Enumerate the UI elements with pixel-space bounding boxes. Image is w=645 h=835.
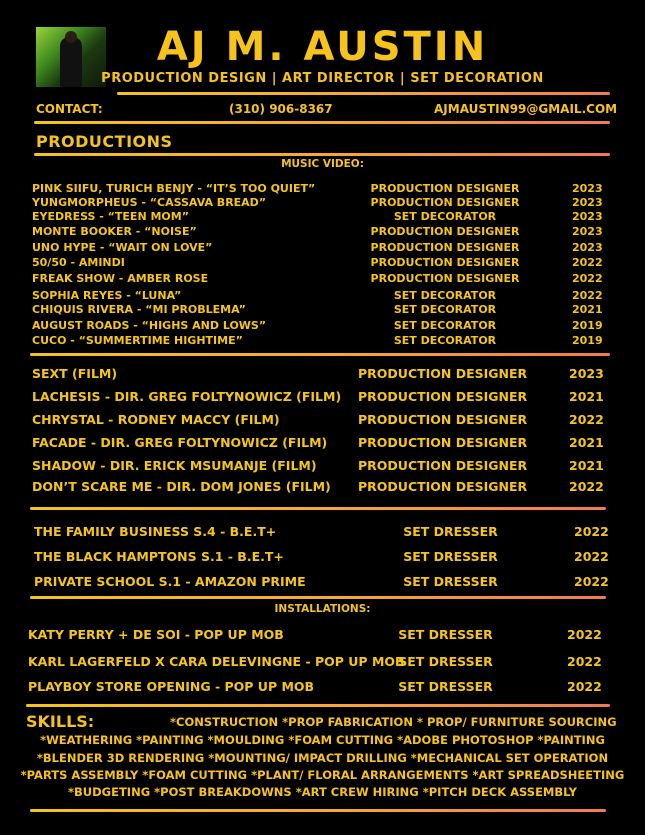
contact-divider — [34, 121, 610, 124]
credit-title: KARL LAGERFELD X CARA DELEVINGNE - POP UP MOB — [28, 654, 405, 669]
credit-year: 2022 — [567, 654, 602, 669]
credit-role: PRODUCTION DESIGNER — [370, 272, 520, 285]
credit-role: PRODUCTION DESIGNER — [358, 389, 528, 404]
film-row — [0, 479, 645, 493]
skills-line: *BUDGETING *POST BREAKDOWNS *ART CREW HIRING *PITCH DECK ASSEMBLY — [67, 785, 577, 799]
skills-line: *CONSTRUCTION *PROP FABRICATION * PROP/ FURNITURE SOURCING — [170, 715, 617, 729]
credit-title: UNO HYPE - “WAIT ON LOVE” — [32, 241, 213, 254]
credit-role: SET DRESSER — [403, 524, 498, 539]
tv-divider — [30, 596, 606, 599]
credit-role: SET DECORATOR — [393, 334, 497, 347]
skills-line: *PARTS ASSEMBLY *FOAM CUTTING *PLANT/ FLORAL ARRANGEMENTS *ART SPREADSHEETING — [20, 768, 625, 782]
music-video-row — [0, 319, 645, 333]
credit-year: 2019 — [572, 334, 603, 347]
credit-title: AUGUST ROADS - “HIGHS AND LOWS” — [32, 319, 267, 332]
contact-phone: (310) 906-8367 — [229, 102, 333, 116]
credit-year: 2019 — [572, 319, 603, 332]
credit-title: MONTE BOOKER - “NOISE” — [32, 225, 197, 238]
tv-row — [0, 574, 645, 588]
credit-role: SET DECORATOR — [393, 303, 497, 316]
installation-row — [0, 654, 645, 668]
credit-title: KATY PERRY + DE SOI - POP UP MOB — [28, 627, 284, 642]
music-video-row — [0, 241, 645, 255]
credit-title: CUCO - “SUMMERTIME HIGHTIME” — [32, 334, 243, 347]
credit-year: 2021 — [569, 458, 604, 473]
credit-year: 2021 — [569, 389, 604, 404]
music-video-divider — [30, 353, 610, 356]
credit-year: 2022 — [569, 412, 604, 427]
credit-role: PRODUCTION DESIGNER — [370, 256, 520, 269]
credit-year: 2023 — [572, 196, 603, 209]
music-video-heading: MUSIC VIDEO: — [281, 158, 364, 170]
contact-email: AJMAUSTIN99@GMAIL.COM — [434, 102, 618, 116]
music-video-row — [0, 289, 645, 303]
credit-role: SET DRESSER — [398, 627, 493, 642]
credit-role: SET DECORATOR — [393, 210, 497, 223]
contact-label: CONTACT: — [36, 102, 103, 116]
credit-title: FREAK SHOW - AMBER ROSE — [32, 272, 209, 285]
credit-role: SET DRESSER — [398, 679, 493, 694]
credit-year: 2022 — [567, 679, 602, 694]
credit-title: SOPHIA REYES - “LUNA” — [32, 289, 182, 302]
film-row — [0, 389, 645, 403]
credit-title: LACHESIS - DIR. GREG FOLTYNOWICZ (FILM) — [32, 389, 342, 404]
credit-year: 2022 — [572, 272, 603, 285]
music-video-row — [0, 303, 645, 317]
credit-year: 2023 — [572, 210, 603, 223]
credit-role: PRODUCTION DESIGNER — [370, 241, 520, 254]
music-video-row — [0, 225, 645, 239]
credit-year: 2021 — [572, 303, 603, 316]
music-video-row — [0, 182, 645, 196]
credit-role: SET DRESSER — [403, 574, 498, 589]
credit-role: PRODUCTION DESIGNER — [358, 479, 528, 494]
credit-title: THE FAMILY BUSINESS S.4 - B.E.T+ — [34, 524, 277, 539]
credit-year: 2022 — [574, 574, 609, 589]
productions-heading: PRODUCTIONS — [36, 132, 173, 151]
credit-role: PRODUCTION DESIGNER — [358, 412, 528, 427]
credit-role: PRODUCTION DESIGNER — [370, 225, 520, 238]
film-row — [0, 412, 645, 426]
credit-year: 2023 — [572, 182, 603, 195]
credit-title: SHADOW - DIR. ERICK MSUMANJE (FILM) — [32, 458, 317, 473]
credit-year: 2023 — [569, 366, 604, 381]
credit-title: FACADE - DIR. GREG FOLTYNOWICZ (FILM) — [32, 435, 328, 450]
credit-role: PRODUCTION DESIGNER — [358, 435, 528, 450]
tv-row — [0, 549, 645, 563]
music-video-row — [0, 334, 645, 348]
credit-role: PRODUCTION DESIGNER — [358, 458, 528, 473]
credit-title: YUNGMORPHEUS - “CASSAVA BREAD” — [32, 196, 267, 209]
productions-divider — [34, 153, 610, 156]
skills-heading: SKILLS: — [26, 712, 95, 731]
credit-title: CHIQUIS RIVERA - “MI PROBLEMA” — [32, 303, 246, 316]
music-video-row — [0, 272, 645, 286]
installations-divider — [26, 704, 610, 707]
film-row — [0, 366, 645, 380]
credit-year: 2023 — [572, 241, 603, 254]
music-video-row — [0, 210, 645, 224]
credit-title: PINK SIIFU, TURICH BENJY - “IT’S TOO QUIET” — [32, 182, 316, 195]
music-video-row — [0, 256, 645, 270]
credit-year: 2022 — [569, 479, 604, 494]
film-divider — [30, 507, 606, 510]
credit-role: SET DRESSER — [398, 654, 493, 669]
credit-year: 2022 — [567, 627, 602, 642]
credit-title: DON’T SCARE ME - DIR. DOM JONES (FILM) — [32, 479, 331, 494]
credit-title: 50/50 - AMINDI — [32, 256, 125, 269]
credit-title: EYEDRESS - “TEEN MOM” — [32, 210, 189, 223]
credit-year: 2022 — [574, 549, 609, 564]
credit-year: 2021 — [569, 435, 604, 450]
credit-role: PRODUCTION DESIGNER — [370, 196, 520, 209]
resume-name: AJ M. AUSTIN — [156, 24, 489, 70]
music-video-row — [0, 196, 645, 210]
credit-role: SET DECORATOR — [393, 319, 497, 332]
credit-role: SET DECORATOR — [393, 289, 497, 302]
credit-role: PRODUCTION DESIGNER — [370, 182, 520, 195]
installation-row — [0, 679, 645, 693]
installation-row — [0, 627, 645, 641]
film-row — [0, 435, 645, 449]
resume-subtitle: PRODUCTION DESIGN | ART DIRECTOR | SET DECORATION — [101, 71, 544, 86]
footer-divider — [30, 809, 606, 812]
credit-year: 2022 — [574, 524, 609, 539]
credit-title: SEXT (FILM) — [32, 366, 118, 381]
credit-title: THE BLACK HAMPTONS S.1 - B.E.T+ — [34, 549, 284, 564]
tv-row — [0, 524, 645, 538]
credit-title: PRIVATE SCHOOL S.1 - AMAZON PRIME — [34, 574, 306, 589]
credit-title: CHRYSTAL - RODNEY MACCY (FILM) — [32, 412, 280, 427]
credit-year: 2022 — [572, 256, 603, 269]
credit-year: 2023 — [572, 225, 603, 238]
installations-heading: INSTALLATIONS: — [274, 603, 371, 615]
credit-role: PRODUCTION DESIGNER — [358, 366, 528, 381]
header-divider — [117, 92, 610, 95]
skills-line: *WEATHERING *PAINTING *MOULDING *FOAM CUTTING *ADOBE PHOTOSHOP *PAINTING — [40, 733, 605, 747]
credit-role: SET DRESSER — [403, 549, 498, 564]
credit-year: 2022 — [572, 289, 603, 302]
film-row — [0, 458, 645, 472]
skills-line: *BLENDER 3D RENDERING *MOUNTING/ IMPACT DRILLING *MECHANICAL SET OPERATION — [36, 751, 609, 765]
credit-title: PLAYBOY STORE OPENING - POP UP MOB — [28, 679, 315, 694]
